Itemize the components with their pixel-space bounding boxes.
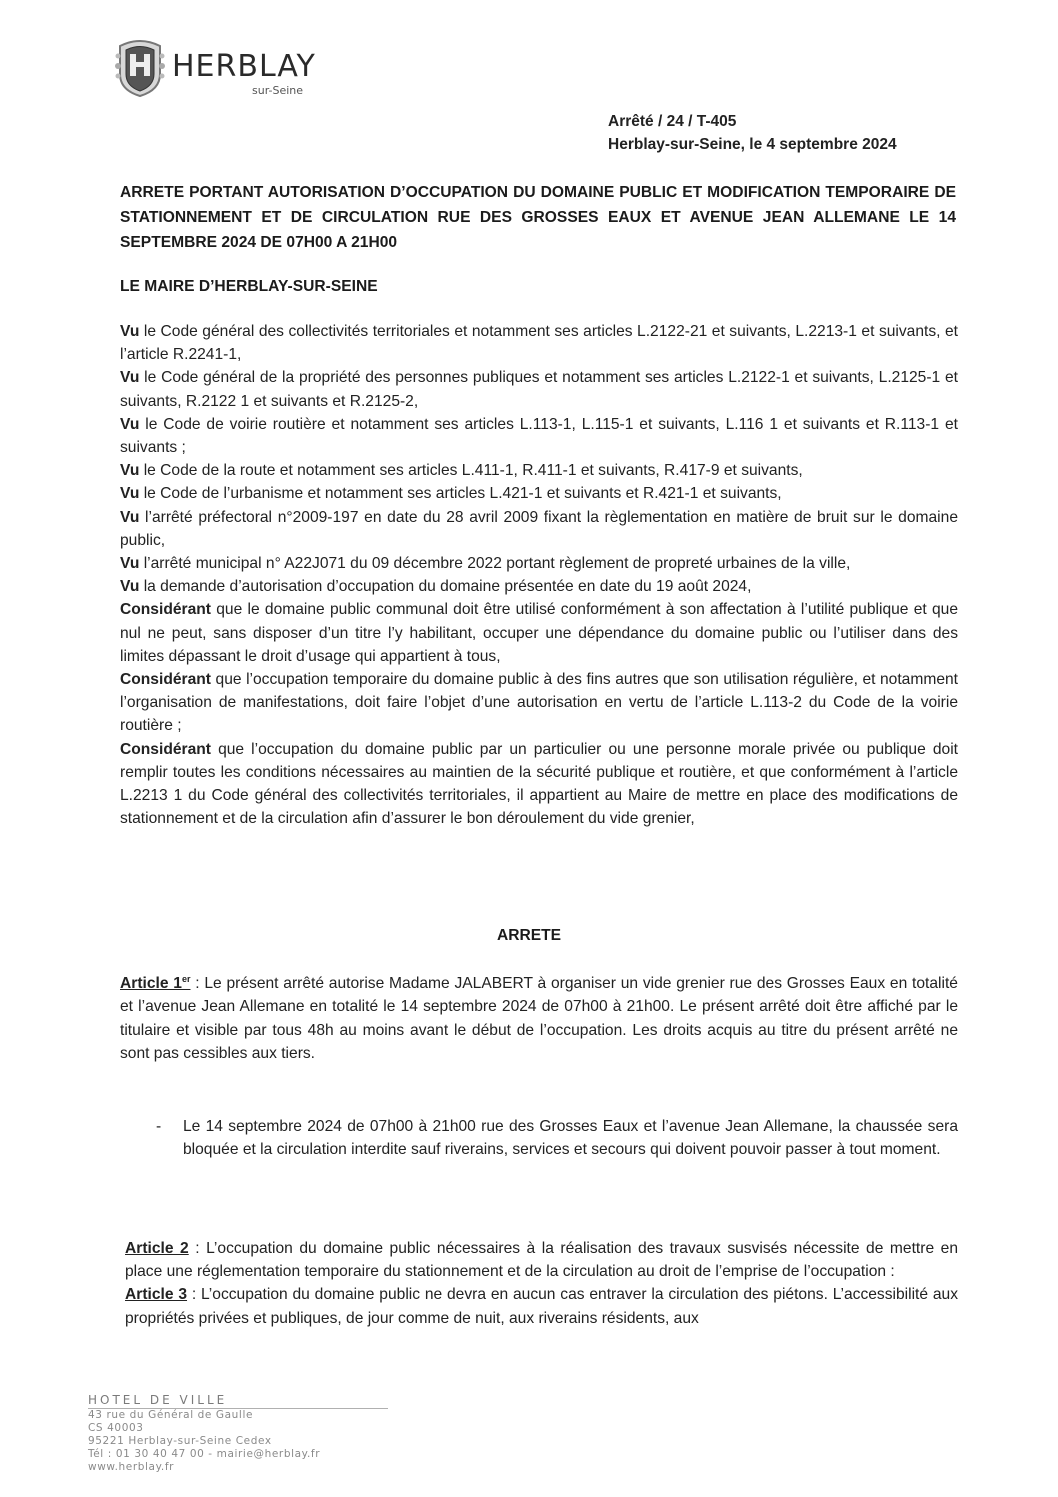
article-1-text: Le présent arrêté autorise Madame JALABERT à organiser un vide grenier rue des Grosses Eaux en totalité et l’avenue Jean Allemane en totalité le 14 septembre 2024 de 07h00 à 21h00. Le présent arrêté doit être affiché par le titulaire et visible par tous 48h au moins avant le début de l’occupation. Les droits acquis au titre du présent arrêté ne sont pas cessibles aux tiers.	[120, 975, 958, 1062]
article-2-text: L’occupation du domaine public nécessaires à la réalisation des travaux susvisés nécessite de mettre en place une réglementation temporaire du stationnement et de la circulation au droit de l’emprise de l’occupation :	[125, 1240, 958, 1281]
recital	[120, 552, 958, 575]
bullet-dash: -	[156, 1118, 162, 1135]
article-3-text: L’occupation du domaine public ne devra en aucun cas entraver la circulation des piétons. L’accessibilité aux propriétés privées et publiques, de jour comme de nuit, aux riverains résidents, aux	[125, 1286, 959, 1327]
herblay-logo	[112, 34, 352, 104]
recital-text: le Code général de la propriété des personnes publiques et notamment ses articles L.2122-1 et suivants, L.2125-1 et suivants, R.2122 1 et suivants et R.2125-2,	[120, 369, 958, 410]
recital-lead: Vu	[120, 485, 140, 503]
recital	[120, 598, 958, 668]
recital-lead: Vu	[120, 415, 140, 433]
articles-2-3	[125, 1237, 958, 1330]
decision-heading: ARRETE	[496, 927, 562, 944]
recital	[120, 413, 958, 459]
article-1-label: Article 1er	[120, 974, 191, 993]
recital	[120, 668, 958, 738]
recital-text: la demande d’autorisation d’occupation du domaine présentée en date du 19 août 2024,	[139, 578, 752, 596]
document-reference-block	[608, 110, 897, 156]
logo-wordmark: HERBLAY	[172, 49, 316, 84]
decree-number: Arrêté / 24 / T-405	[608, 113, 737, 130]
recital-lead: Vu	[120, 369, 140, 387]
recital-lead: Considérant	[120, 740, 211, 758]
footer-website[interactable]: www.herblay.fr	[88, 1461, 175, 1473]
article-3-label: Article 3	[125, 1286, 188, 1304]
recital	[120, 738, 958, 831]
recital-lead: Considérant	[120, 601, 211, 619]
recital	[120, 506, 958, 552]
recital-text: le Code général des collectivités territoriales et notamment ses articles L.2122-21 et suivants, L.2213-1 et suivants, et l’article R.2241-1,	[120, 323, 958, 364]
recital-lead: Vu	[120, 508, 140, 526]
recital	[120, 366, 958, 412]
recitals	[120, 320, 958, 830]
recital	[120, 320, 958, 366]
recital-text: l’arrêté préfectoral n°2009-197 en date du 28 avril 2009 fixant la règlementation en matière de bruit sur le domaine public,	[120, 508, 958, 549]
article-2: Article 2 : L’occupation du domaine public nécessaires à la réalisation des travaux susvisés nécessite de mettre en place une réglementation temporaire du stationnement et de la circulation au droit de l’emprise de l’occupation :	[125, 1240, 958, 1281]
recital	[120, 459, 958, 482]
issuer-heading: LE MAIRE D’HERBLAY-SUR-SEINE	[120, 278, 378, 295]
recital-lead: Considérant	[120, 671, 211, 689]
footer-city: 95221 Herblay-sur-Seine Cedex	[88, 1435, 272, 1447]
footer-cs: CS 40003	[88, 1422, 144, 1434]
recital-text: le Code de voirie routière et notamment ses articles L.113-1, L.115-1 et suivants, L.116 1 et suivants et R.113-1 et suivants ;	[120, 415, 958, 457]
article-1-bullet	[120, 1115, 958, 1161]
recital-lead: Vu	[120, 578, 140, 596]
place-and-date: Herblay-sur-Seine, le 4 septembre 2024	[608, 136, 897, 153]
recital-text: le Code de l’urbanisme et notamment ses articles L.421-1 et suivants et R.421-1 et suivants,	[139, 485, 782, 503]
decree-title: ARRETE PORTANT AUTORISATION D’OCCUPATION DU DOMAINE PUBLIC ET MODIFICATION TEMPORAIRE DE STATIONNEMENT ET DE CIRCULATION RUE DES GROSSES EAUX ET AVENUE JEAN ALLEMANE LE 14 SEPTEMBRE 2024 DE 07H00 A 21H00	[120, 184, 956, 251]
recital-text: le Code de la route et notamment ses articles L.411-1, R.411-1 et suivants, R.417-9 et suivants,	[139, 462, 803, 480]
recital-text: que l’occupation du domaine public par un particulier ou une personne morale privée ou publique doit remplir toutes les conditions nécessaires au maintien de la sécurité publique et routière, et que conformément à l’article L.2213 1 du Code général des collectivités territoriales, il appartient au Maire de mettre en place des modifications de stationnement et de la circulation afin d’assurer le bon déroulement du vide grenier,	[120, 740, 958, 828]
recital-text: que le domaine public communal doit être utilisé conformément à son affectation à l’utilité publique et que nul ne peut, sans disposer d’un titre l’y habilitant, occuper une dépendance du domaine public ou l’utiliser dans des limites dépassant le droit d’usage qui appartient à tous,	[120, 601, 958, 665]
recital-lead: Vu	[120, 462, 140, 480]
bullet-text: Le 14 septembre 2024 de 07h00 à 21h00 rue des Grosses Eaux et l’avenue Jean Allemane, la chaussée sera bloquée et la circulation interdite sauf riverains, services et secours qui doivent pouvoir passer à tout moment.	[183, 1118, 958, 1159]
footer-contact: Tél : 01 30 40 47 00 - mairie@herblay.fr	[88, 1448, 321, 1460]
article-3: Article 3 : L’occupation du domaine public ne devra en aucun cas entraver la circulation des piétons. L’accessibilité aux propriétés privées et publiques, de jour comme de nuit, aux riverains résidents, aux	[125, 1286, 959, 1327]
logo-subtitle: sur-Seine	[252, 84, 304, 97]
footer-address	[88, 1393, 388, 1474]
recital	[120, 482, 958, 505]
footer-street: 43 rue du Général de Gaulle	[88, 1409, 254, 1421]
footer-title: HOTEL DE VILLE	[88, 1393, 388, 1409]
recital-text: l’arrêté municipal n° A22J071 du 09 décembre 2022 portant règlement de propreté urbaines de la ville,	[139, 555, 851, 573]
recital-lead: Vu	[120, 323, 140, 340]
recital-text: que l’occupation temporaire du domaine public à des fins autres que son utilisation régulière, et notamment l’organisation de manifestations, doit faire l’objet d’une autorisation en vertu de l’article L.113-2 du Code de la voirie routière ;	[120, 671, 958, 735]
recital-lead: Vu	[120, 555, 140, 573]
article-1: Article 1er : Le présent arrêté autorise Madame JALABERT à organiser un vide grenier rue des Grosses Eaux en totalité et l’avenue Jean Allemane en totalité le 14 septembre 2024 de 07h00 à 21h00. Le présent arrêté doit être affiché par le titulaire et visible par tous 48h au moins avant le début de l’occupation. Les droits acquis au titre du présent arrêté ne sont pas cessibles aux tiers.	[120, 974, 958, 1062]
recital	[120, 575, 958, 598]
city-crest-icon	[114, 36, 166, 98]
article-2-label: Article 2	[125, 1240, 189, 1257]
